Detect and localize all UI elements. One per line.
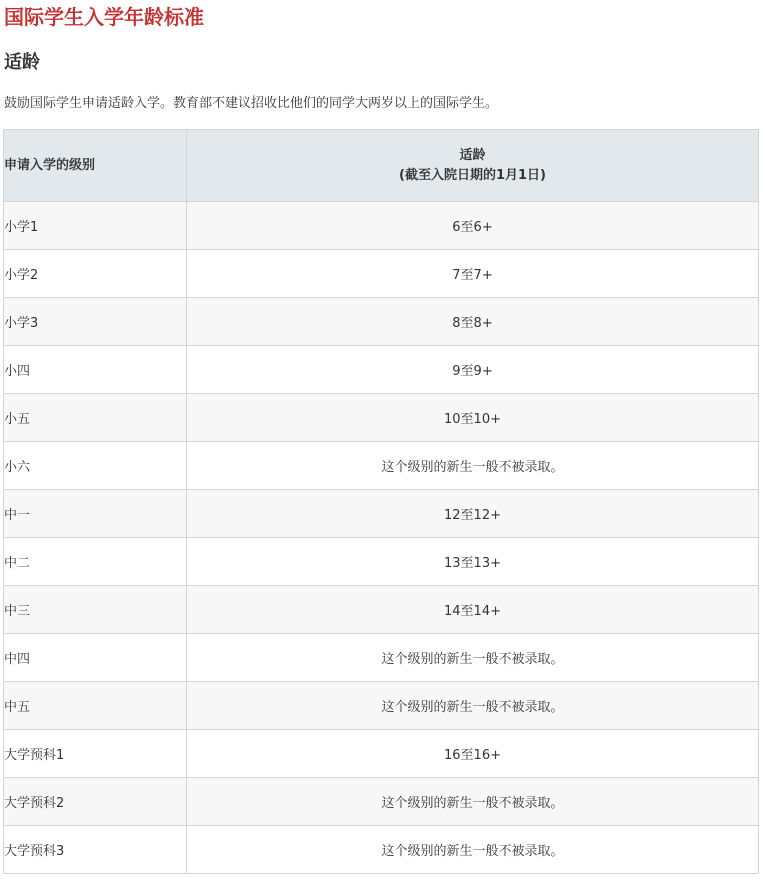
header-age-title: 适龄	[459, 147, 486, 163]
age-cell: 6至6+	[187, 202, 759, 250]
age-cell: 这个级别的新生一般不被录取。	[187, 778, 759, 826]
table-row	[4, 490, 759, 538]
level-cell: 小学2	[4, 250, 187, 298]
level-cell: 中三	[4, 586, 187, 634]
level-cell: 小五	[4, 394, 187, 442]
header-age-note: (截至入院日期的1月1日)	[399, 167, 546, 183]
level-cell: 小四	[4, 346, 187, 394]
page-title: 国际学生入学年龄标准	[4, 5, 204, 29]
section-title: 适龄	[4, 52, 40, 73]
age-cell: 这个级别的新生一般不被录取。	[187, 682, 759, 730]
header-age	[187, 130, 759, 202]
age-table	[3, 129, 759, 874]
table-row	[4, 442, 759, 490]
level-cell: 小学3	[4, 298, 187, 346]
level-cell: 小学1	[4, 202, 187, 250]
age-cell: 14至14+	[187, 586, 759, 634]
level-cell: 中一	[4, 490, 187, 538]
table-row	[4, 298, 759, 346]
age-cell: 8至8+	[187, 298, 759, 346]
age-cell: 9至9+	[187, 346, 759, 394]
table-row	[4, 394, 759, 442]
level-cell: 大学预科1	[4, 730, 187, 778]
table-row	[4, 250, 759, 298]
age-cell: 10至10+	[187, 394, 759, 442]
level-cell: 中二	[4, 538, 187, 586]
header-level: 申请入学的级别	[4, 130, 187, 202]
age-cell: 这个级别的新生一般不被录取。	[187, 442, 759, 490]
level-cell: 中四	[4, 634, 187, 682]
intro-text: 鼓励国际学生申请适龄入学。教育部不建议招收比他们的同学大两岁以上的国际学生。	[4, 96, 499, 111]
age-cell: 16至16+	[187, 730, 759, 778]
table-row	[4, 202, 759, 250]
table-row	[4, 730, 759, 778]
age-cell: 7至7+	[187, 250, 759, 298]
level-cell: 小六	[4, 442, 187, 490]
age-cell: 这个级别的新生一般不被录取。	[187, 634, 759, 682]
level-cell: 大学预科3	[4, 826, 187, 874]
table-header-row	[4, 130, 759, 202]
level-cell: 中五	[4, 682, 187, 730]
age-cell: 这个级别的新生一般不被录取。	[187, 826, 759, 874]
age-cell: 12至12+	[187, 490, 759, 538]
table-row	[4, 634, 759, 682]
table-body	[4, 202, 759, 874]
table-row	[4, 826, 759, 874]
table-row	[4, 586, 759, 634]
table-row	[4, 538, 759, 586]
table-row	[4, 778, 759, 826]
table-row	[4, 682, 759, 730]
level-cell: 大学预科2	[4, 778, 187, 826]
age-cell: 13至13+	[187, 538, 759, 586]
table-row	[4, 346, 759, 394]
